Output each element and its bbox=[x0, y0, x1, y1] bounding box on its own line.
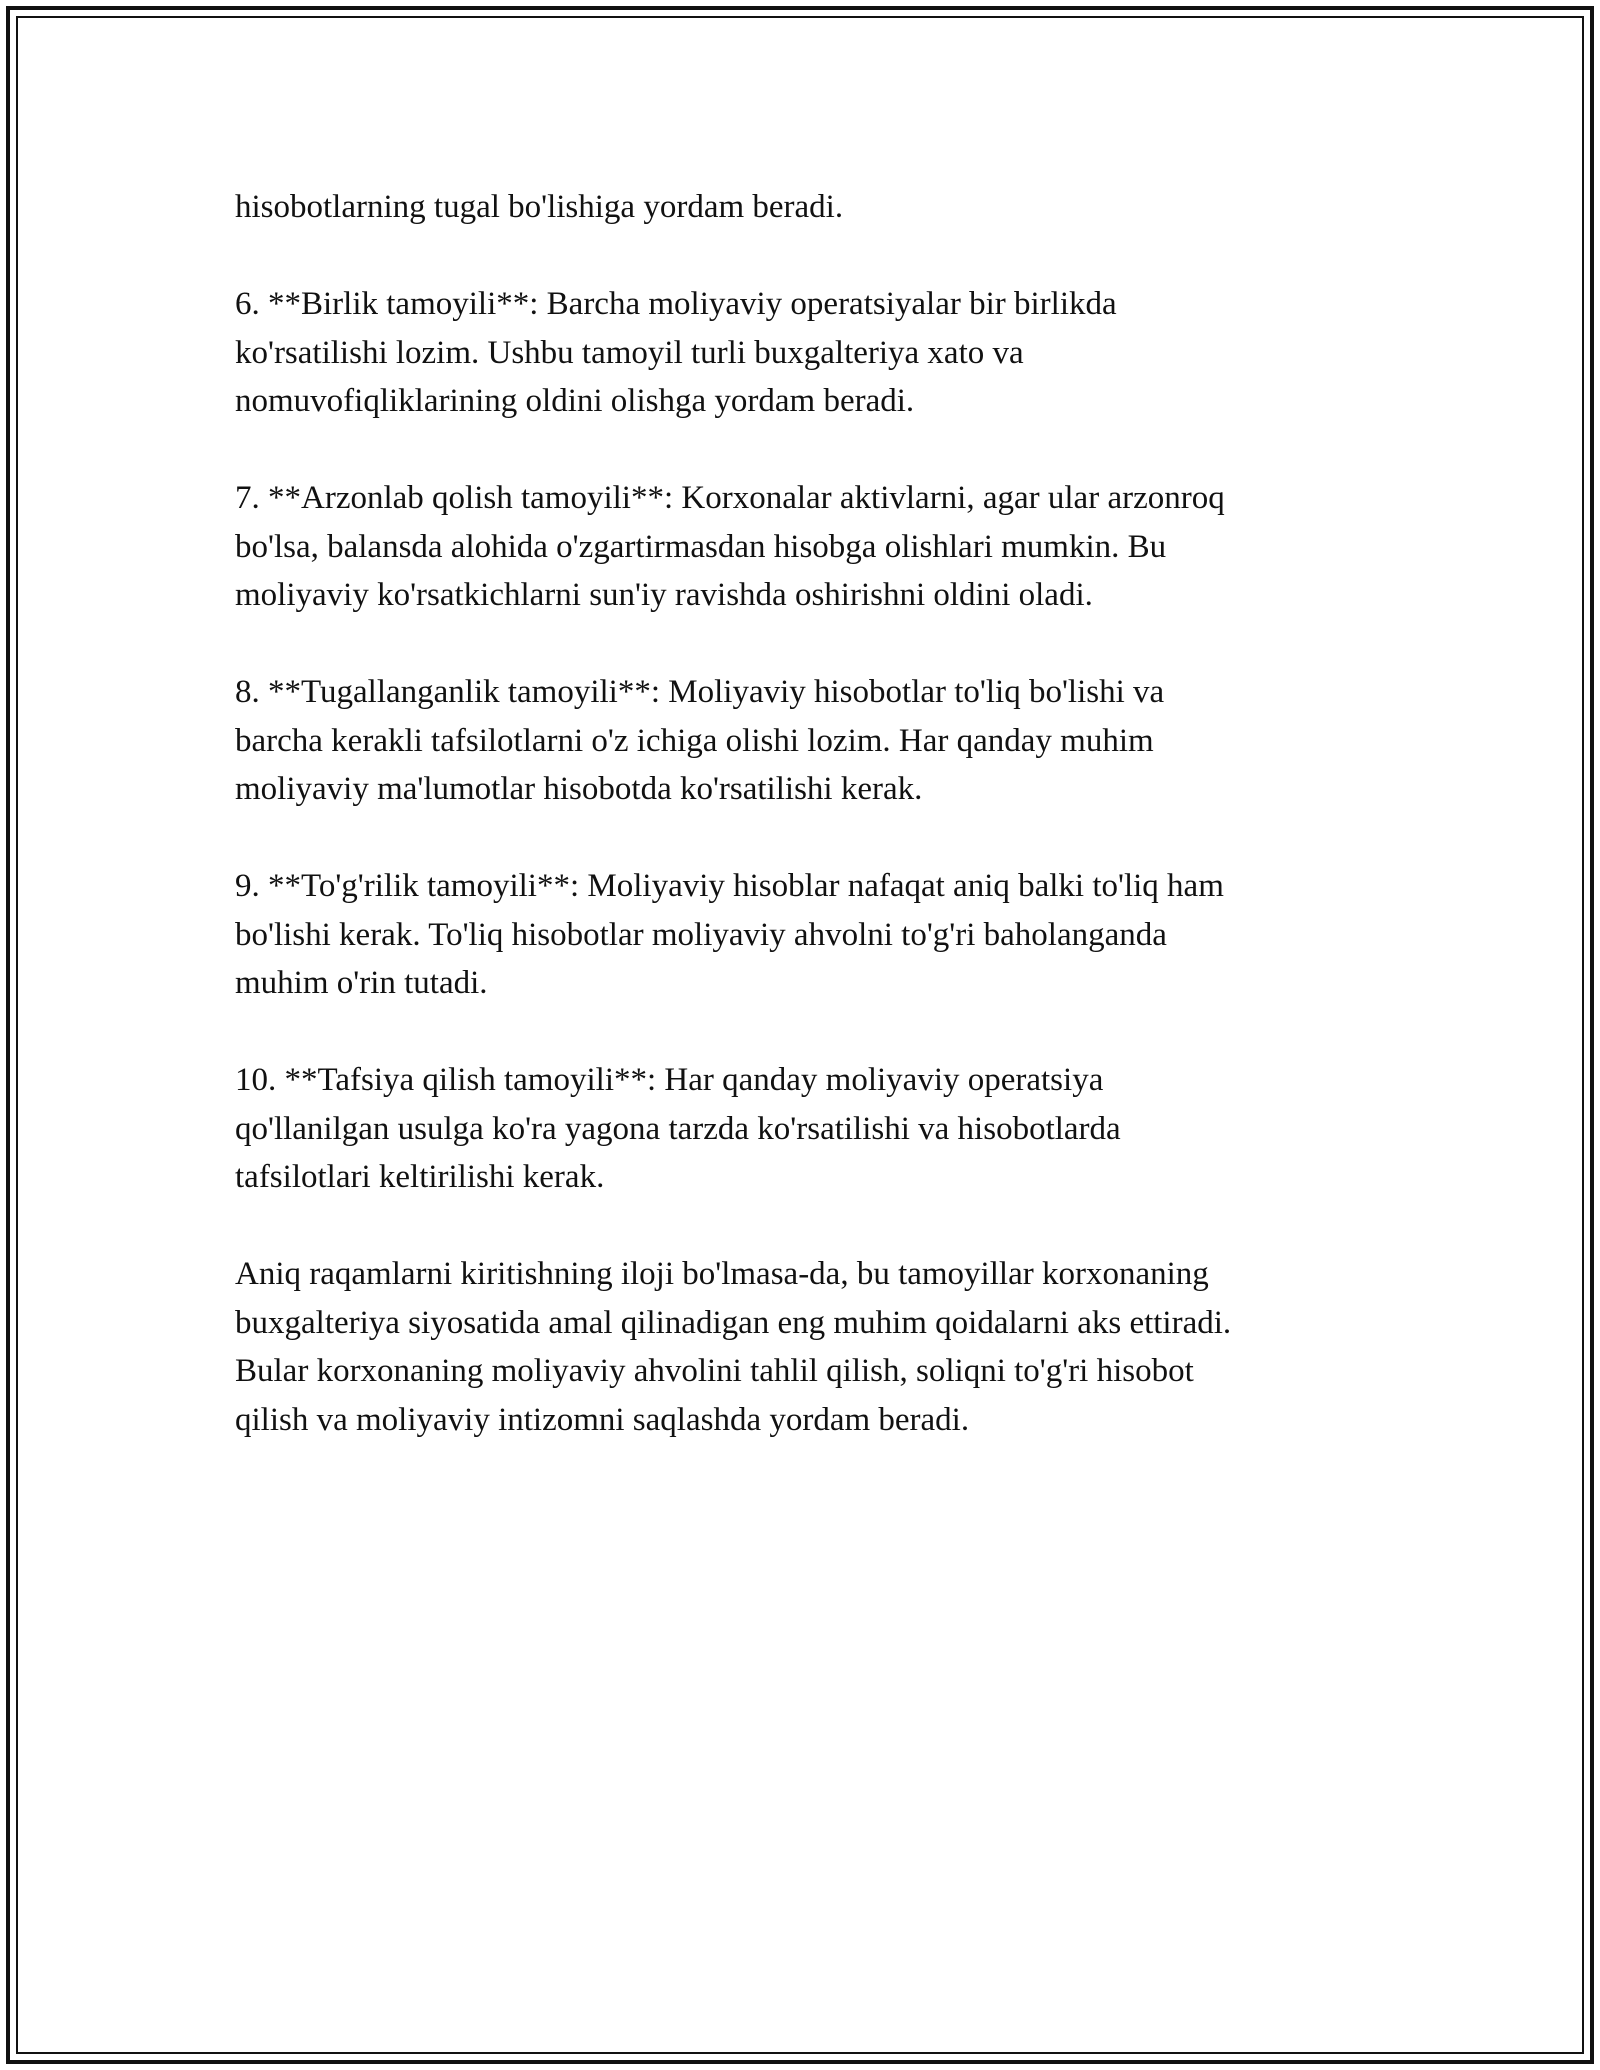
text-line: barcha kerakli tafsilotlarni o'z ichiga olishi lozim. Har qanday muhim bbox=[235, 722, 1154, 759]
paragraph-conclusion bbox=[235, 1250, 1395, 1444]
text-line: Bular korxonaning moliyaviy ahvolini tahlil qilish, soliqni to'g'ri hisobot bbox=[235, 1353, 1194, 1389]
text-line: qilish va moliyaviy intizomni saqlashda yordam beradi. bbox=[235, 1401, 970, 1438]
text-line: bo'lsa, balansda alohida o'zgartirmasdan hisobga olishlari mumkin. Bu bbox=[235, 528, 1167, 565]
text-line: Aniq raqamlarni kiritishning iloji bo'lmasa-da, bu tamoyillar korxonaning bbox=[235, 1256, 1209, 1292]
paragraph-principle-8 bbox=[235, 668, 1395, 814]
paragraph-principle-6 bbox=[235, 280, 1395, 426]
text-line: muhim o'rin tutadi. bbox=[235, 965, 488, 1001]
text-line: ko'rsatilishi lozim. Ushbu tamoyil turli buxgalteriya xato va bbox=[235, 334, 1024, 371]
text-line: bo'lishi kerak. To'liq hisobotlar moliyaviy ahvolni to'g'ri baholanganda bbox=[235, 916, 1167, 953]
paragraph-continuation bbox=[235, 183, 1395, 232]
text-line: 6. **Birlik tamoyili**: Barcha moliyaviy operatsiyalar bir birlikda bbox=[235, 286, 1117, 322]
text-line: moliyaviy ma'lumotlar hisobotda ko'rsatilishi kerak. bbox=[235, 771, 923, 807]
document-body bbox=[235, 183, 1395, 1493]
text-line: 10. **Tafsiya qilish tamoyili**: Har qanday moliyaviy operatsiya bbox=[235, 1062, 1104, 1098]
text-line: 7. **Arzonlab qolish tamoyili**: Korxonalar aktivlarni, agar ular arzonroq bbox=[235, 480, 1225, 516]
text-line: moliyaviy ko'rsatkichlarni sun'iy ravishda oshirishni oldini oladi. bbox=[235, 577, 1093, 613]
text-line: nomuvofiqliklarining oldini olishga yordam beradi. bbox=[235, 383, 915, 419]
paragraph-principle-10 bbox=[235, 1056, 1395, 1202]
text-line: hisobotlarning tugal bo'lishiga yordam beradi. bbox=[235, 189, 844, 225]
text-line: buxgalteriya siyosatida amal qilinadigan eng muhim qoidalarni aks ettiradi. bbox=[235, 1304, 1232, 1341]
text-line: 9. **To'g'rilik tamoyili**: Moliyaviy hisoblar nafaqat aniq balki to'liq ham bbox=[235, 868, 1224, 904]
text-line: 8. **Tugallanganlik tamoyili**: Moliyaviy hisobotlar to'liq bo'lishi va bbox=[235, 674, 1165, 710]
text-line: qo'llanilgan usulga ko'ra yagona tarzda ko'rsatilishi va hisobotlarda bbox=[235, 1110, 1121, 1147]
text-line: tafsilotlari keltirilishi kerak. bbox=[235, 1159, 605, 1195]
paragraph-principle-9 bbox=[235, 862, 1395, 1008]
paragraph-principle-7 bbox=[235, 474, 1395, 620]
